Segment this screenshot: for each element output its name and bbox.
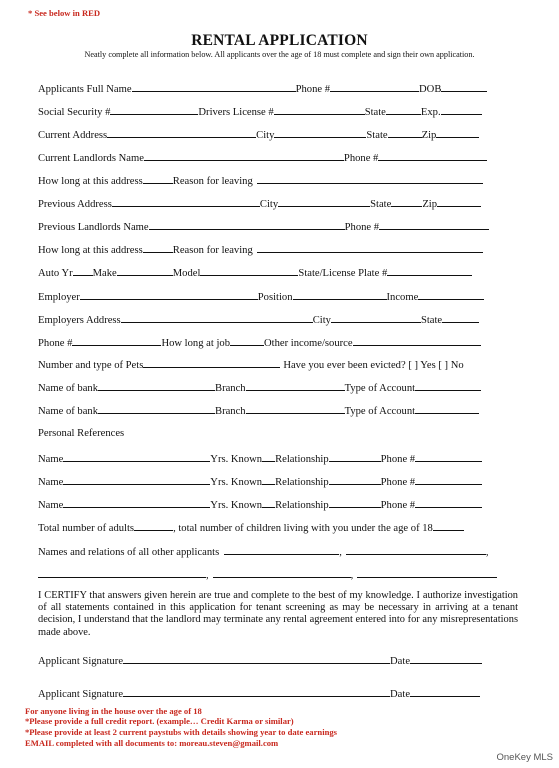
footer-note: *Please provide a full credit report. (example… Credit Karma or similar)	[25, 716, 294, 726]
reference-phone-field[interactable]	[415, 498, 482, 508]
label-previous-address: Previous Address	[38, 199, 112, 210]
city-field[interactable]	[274, 128, 366, 138]
label-phone: Phone #	[344, 222, 380, 233]
reference-phone-field[interactable]	[415, 452, 482, 462]
label-employers-address: Employers Address	[38, 315, 121, 326]
reference-row	[38, 452, 482, 465]
phone-field[interactable]	[330, 82, 419, 92]
label-drivers-license: Drivers License #	[198, 107, 274, 118]
state-field[interactable]	[386, 105, 421, 115]
label-date: Date	[390, 689, 411, 700]
label-type-of-account: Type of Account	[344, 406, 416, 417]
license-plate-field[interactable]	[387, 266, 472, 276]
current-address-field[interactable]	[107, 128, 256, 138]
label-how-long-address: How long at this address	[38, 176, 143, 187]
state-field[interactable]	[442, 313, 479, 323]
label-city: City	[259, 199, 279, 210]
city-field[interactable]	[278, 197, 370, 207]
label-relationship: Relationship	[275, 500, 329, 511]
reference-row	[38, 498, 482, 511]
row-bank-1	[38, 381, 481, 394]
signature-field[interactable]	[123, 687, 390, 697]
row-ssn	[38, 105, 482, 118]
page-subtitle: Neatly complete all information below. All applicants over the age of 18 must complete and sign their own application.	[84, 50, 475, 59]
label-social-security: Social Security #	[38, 107, 111, 118]
label-zip: Zip	[422, 199, 438, 210]
row-auto	[38, 266, 472, 279]
current-landlord-field[interactable]	[144, 151, 344, 161]
label-yrs-known: Yrs. Known	[210, 500, 263, 511]
label-date: Date	[390, 656, 411, 667]
other-applicant-field[interactable]	[357, 568, 497, 578]
branch-field[interactable]	[246, 381, 345, 391]
account-type-field[interactable]	[415, 404, 479, 414]
landlord-phone-field[interactable]	[378, 151, 487, 161]
account-type-field[interactable]	[415, 381, 481, 391]
reference-phone-field[interactable]	[415, 475, 482, 485]
comma: ,	[350, 570, 354, 581]
how-long-field[interactable]	[143, 243, 173, 253]
page-title: RENTAL APPLICATION	[191, 32, 368, 49]
job-phone-field[interactable]	[72, 336, 161, 346]
relationship-field[interactable]	[329, 452, 381, 462]
label-state: State	[366, 130, 388, 141]
reference-name-field[interactable]	[63, 498, 210, 508]
label-phone: Phone #	[295, 84, 331, 95]
other-applicant-field[interactable]	[224, 545, 339, 555]
footer-email: EMAIL completed with all documents to: moreau.steven@gmail.com	[25, 738, 279, 748]
total-adults-field[interactable]	[134, 521, 173, 531]
row-employer	[38, 290, 484, 303]
bank-name-field[interactable]	[98, 404, 215, 414]
reference-name-field[interactable]	[63, 452, 210, 462]
other-applicant-field[interactable]	[38, 568, 206, 578]
pets-field[interactable]	[143, 358, 280, 368]
label-state: State	[370, 199, 392, 210]
branch-field[interactable]	[246, 404, 345, 414]
label-previous-landlords-name: Previous Landlords Name	[38, 222, 149, 233]
yrs-known-field[interactable]	[262, 452, 275, 462]
label-phone: Phone #	[38, 338, 73, 349]
row-totals	[38, 521, 464, 534]
yrs-known-field[interactable]	[262, 498, 275, 508]
comma: ,	[339, 547, 342, 558]
date-field[interactable]	[410, 654, 482, 664]
how-long-job-field[interactable]	[230, 336, 264, 346]
label-yrs-known: Yrs. Known	[210, 454, 263, 465]
label-state: State	[420, 315, 443, 326]
drivers-license-field[interactable]	[274, 105, 365, 115]
reason-field[interactable]	[257, 243, 483, 253]
label-name: Name	[38, 477, 64, 488]
bank-name-field[interactable]	[98, 381, 215, 391]
employer-field[interactable]	[80, 290, 258, 300]
label-city: City	[312, 315, 331, 326]
row-how-long-previous	[38, 243, 483, 256]
other-applicant-field[interactable]	[346, 545, 486, 555]
reason-field[interactable]	[257, 174, 483, 184]
signature-field[interactable]	[123, 654, 390, 664]
header-note: * See below in RED	[28, 8, 101, 18]
total-children-field[interactable]	[433, 521, 464, 531]
label-total-children: , total number of children living with you under the age of 18	[173, 523, 433, 534]
zip-field[interactable]	[437, 197, 481, 207]
label-yrs-known: Yrs. Known	[210, 477, 263, 488]
label-phone: Phone #	[380, 500, 416, 511]
label-applicants-full-name: Applicants Full Name	[38, 84, 132, 95]
previous-landlord-field[interactable]	[149, 220, 345, 230]
label-relationship: Relationship	[275, 454, 329, 465]
label-phone: Phone #	[343, 153, 379, 164]
label-applicant-signature: Applicant Signature	[38, 656, 124, 667]
yrs-known-field[interactable]	[262, 475, 275, 485]
label-name: Name	[38, 454, 64, 465]
footer-note: *Please provide at least 2 current paystubs with details showing year to date earnings	[25, 727, 338, 737]
label-employer: Employer	[38, 292, 80, 303]
label-phone: Phone #	[380, 454, 416, 465]
row-current-address	[38, 128, 479, 141]
comma: ,	[485, 547, 489, 558]
previous-landlord-phone-field[interactable]	[379, 220, 489, 230]
zip-field[interactable]	[436, 128, 479, 138]
label-name-of-bank: Name of bank	[38, 383, 99, 394]
label-type-of-account: Type of Account	[344, 383, 416, 394]
label-reason-for-leaving: Reason for leaving	[172, 176, 253, 187]
other-income-field[interactable]	[353, 336, 481, 346]
row-other-applicants-2	[38, 568, 497, 581]
reference-name-field[interactable]	[63, 475, 210, 485]
row-previous-landlord	[38, 220, 489, 233]
state-field[interactable]	[391, 197, 422, 207]
income-field[interactable]	[418, 290, 484, 300]
state-field[interactable]	[388, 128, 422, 138]
ssn-field[interactable]	[110, 105, 198, 115]
label-pets: Number and type of Pets	[38, 360, 144, 371]
label-current-address: Current Address	[38, 130, 108, 141]
watermark: OneKey MLS	[496, 752, 553, 763]
label-auto-yr: Auto Yr	[38, 268, 73, 279]
label-dob: DOB	[419, 84, 442, 95]
label-name: Name	[38, 500, 64, 511]
row-pets	[38, 358, 464, 371]
auto-yr-field[interactable]	[73, 266, 93, 276]
other-applicant-field[interactable]	[213, 568, 351, 578]
label-zip: Zip	[421, 130, 437, 141]
label-exp: Exp.	[420, 107, 441, 118]
personal-references-heading: Personal References	[38, 428, 125, 439]
row-job-phone	[38, 336, 481, 349]
label-income: Income	[386, 292, 419, 303]
label-how-long-address: How long at this address	[38, 245, 143, 256]
date-field[interactable]	[410, 687, 480, 697]
row-signature-2	[38, 687, 480, 700]
label-relationship: Relationship	[275, 477, 329, 488]
label-names-relations: Names and relations of all other applicants	[38, 547, 220, 558]
relationship-field[interactable]	[329, 475, 381, 485]
label-name-of-bank: Name of bank	[38, 406, 99, 417]
row-how-long-current	[38, 174, 483, 187]
label-other-income: Other income/source	[264, 338, 353, 349]
row-signature-1	[38, 654, 482, 667]
label-applicant-signature: Applicant Signature	[38, 689, 124, 700]
position-field[interactable]	[293, 290, 387, 300]
previous-address-field[interactable]	[112, 197, 260, 207]
label-how-long-job: How long at job	[161, 338, 230, 349]
label-evicted: Have you ever been evicted? [ ] Yes [ ] No	[283, 360, 464, 371]
row-bank-2	[38, 404, 479, 417]
city-field[interactable]	[331, 313, 421, 323]
row-employers-address	[38, 313, 479, 326]
label-phone: Phone #	[380, 477, 416, 488]
label-state: State	[364, 107, 386, 118]
row-other-applicants	[38, 545, 489, 558]
label-reason-for-leaving: Reason for leaving	[172, 245, 253, 256]
make-field[interactable]	[117, 266, 173, 276]
reference-row	[38, 475, 482, 488]
label-position: Position	[257, 292, 293, 303]
employers-address-field[interactable]	[121, 313, 313, 323]
label-branch: Branch	[215, 383, 246, 394]
label-total-adults: Total number of adults	[38, 523, 135, 534]
dob-field[interactable]	[441, 82, 487, 92]
exp-field[interactable]	[441, 105, 482, 115]
label-model: Model	[172, 268, 201, 279]
row-previous-address	[38, 197, 481, 210]
how-long-field[interactable]	[143, 174, 173, 184]
label-state-license-plate: State/License Plate #	[298, 268, 388, 279]
row-current-landlord	[38, 151, 487, 164]
comma: ,	[206, 570, 209, 581]
label-city: City	[256, 130, 275, 141]
label-current-landlords-name: Current Landlords Name	[38, 153, 144, 164]
row-applicant-name	[38, 82, 487, 95]
model-field[interactable]	[200, 266, 298, 276]
full-name-field[interactable]	[132, 82, 296, 92]
footer-note: For anyone living in the house over the age of 18	[25, 706, 202, 716]
relationship-field[interactable]	[329, 498, 381, 508]
label-branch: Branch	[215, 406, 246, 417]
label-make: Make	[92, 268, 117, 279]
certify-statement: I CERTIFY that answers given herein are true and complete to the best of my knowledge. I authorize investigation of all statements contained in this application for tenant screening as may be necessary in arriving at a tenant decision, I understand that the landlord may terminate any rental agreement entered into for any misrepresentations made above.	[38, 590, 518, 638]
